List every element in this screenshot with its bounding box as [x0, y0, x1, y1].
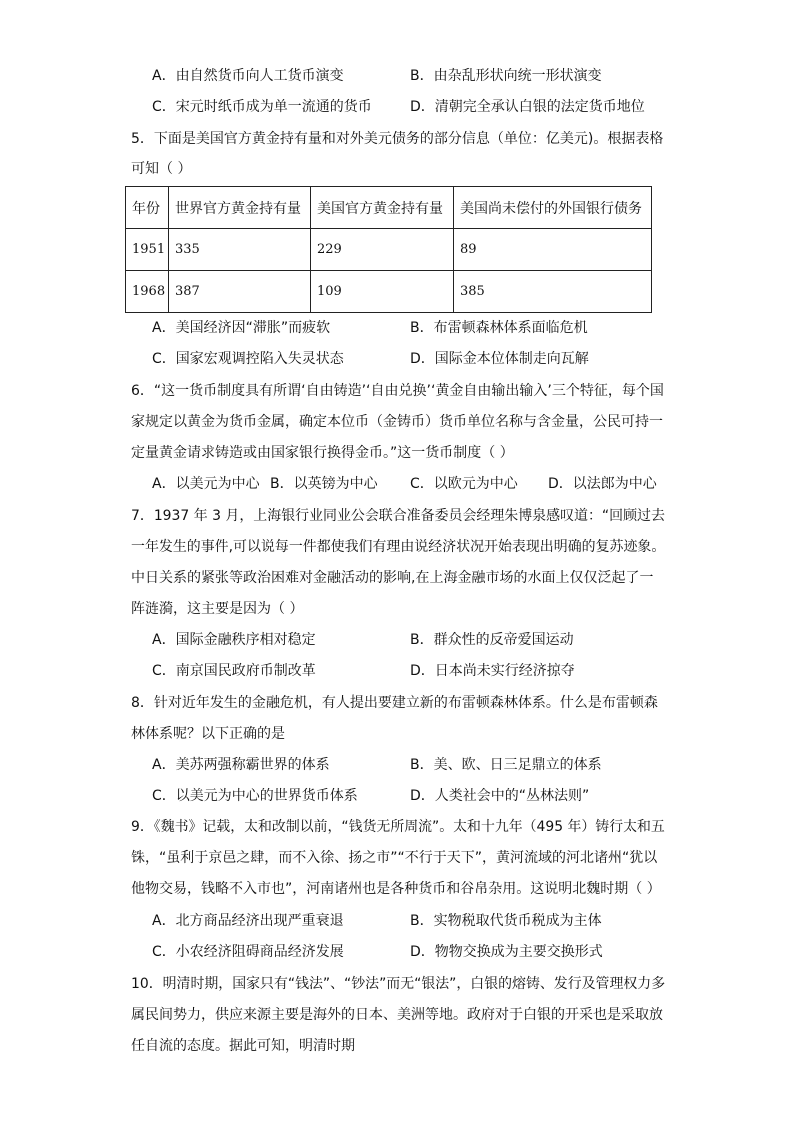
table-cell: 385: [454, 271, 652, 313]
q5-stem-line1: 5．下面是美国官方黄金持有量和对外美元债务的部分信息（单位：亿美元)。根据表格: [131, 131, 664, 147]
table-header-row: [126, 187, 652, 229]
table-header-cell: 年份: [126, 187, 169, 229]
q6-stem-line3: 定量黄金请求铸造或由国家银行换得金币。”这一货币制度（ ）: [131, 445, 514, 461]
q9-stem-line1: 9．《魏书》记载，太和改制以前，“钱货无所周流”。太和十九年（495 年）铸行太和五: [131, 819, 665, 835]
q6-option-b: B．以英镑为中心: [270, 476, 378, 492]
q4-option-a: A．由自然货币向人工货币演变: [152, 68, 344, 84]
q8-option-b: B．美、欧、日三足鼎立的体系: [410, 757, 602, 773]
q9-option-a: A．北方商品经济出现严重衰退: [152, 913, 344, 929]
q8-option-a: A．美苏两强称霸世界的体系: [152, 757, 330, 773]
q10-stem-line3: 任自流的态度。据此可知，明清时期: [131, 1038, 355, 1054]
q9-stem-line3: 他物交易，钱略不入市也”，河南诸州也是各种货币和谷帛杂用。这说明北魏时期（ ）: [131, 881, 661, 897]
table-header-cell: 世界官方黄金持有量: [169, 187, 311, 229]
q5-option-a: A．美国经济因“滞胀”而疲软: [152, 320, 331, 336]
q5-option-c: C．国家宏观调控陷入失灵状态: [152, 351, 344, 367]
table-cell: 229: [311, 229, 454, 271]
table-header-cell: 美国尚未偿付的外国银行债务: [454, 187, 652, 229]
q8-option-c: C．以美元为中心的世界货币体系: [152, 788, 358, 804]
q7-option-b: B．群众性的反帝爱国运动: [410, 632, 574, 648]
table-cell: 387: [169, 271, 311, 313]
q8-option-d: D．人类社会中的“丛林法则”: [410, 788, 590, 804]
q7-stem-line4: 阵涟漪，这主要是因为（ ）: [131, 601, 304, 617]
q10-stem-line1: 10．明清时期，国家只有“钱法”、“钞法”而无“银法”，白银的熔铸、发行及管理权力多: [131, 976, 666, 992]
q7-option-d: D．日本尚未实行经济掠夺: [410, 663, 575, 679]
table-cell: 1968: [126, 271, 169, 313]
q5-option-b: B．布雷顿森林体系面临危机: [410, 320, 588, 336]
q9-option-b: B．实物税取代货币税成为主体: [410, 913, 602, 929]
q10-stem-line2: 属民间势力，供应来源主要是海外的日本、美洲等地。政府对于白银的开采也是采取放: [131, 1007, 663, 1023]
q7-stem-line1: 7．1937 年 3 月，上海银行业同业公会联合准备委员会经理朱博泉感叹道：“回顾过去: [131, 508, 665, 524]
q9-option-c: C．小农经济阻碍商品经济发展: [152, 944, 344, 960]
q7-option-a: A．国际金融秩序相对稳定: [152, 632, 316, 648]
q8-stem-line1: 8．针对近年发生的金融危机，有人提出要建立新的布雷顿森林体系。什么是布雷顿森: [131, 695, 658, 711]
q6-option-d: D．以法郎为中心: [548, 476, 657, 492]
q5-stem-line2: 可知（ ）: [131, 161, 192, 177]
table-row: [126, 271, 652, 313]
q9-option-d: D．物物交换成为主要交换形式: [410, 944, 603, 960]
q6-stem-line2: 家规定以黄金为货币金属，确定本位币（金铸币）货币单位名称与含金量，公民可持一: [131, 414, 663, 430]
q7-stem-line3: 中日关系的紧张等政治困难对金融活动的影响,在上海金融市场的水面上仅仅泛起了一: [131, 570, 654, 586]
q6-stem-line1: 6．“这一货币制度具有所谓‘自由铸造’‘自由兑换’‘黄金自由输出输入’三个特征，每个国: [131, 383, 664, 399]
q8-stem-line2: 林体系呢？以下正确的是: [131, 726, 285, 742]
q9-stem-line2: 铢，“虽利于京邑之肆，而不入徐、扬之市”“不行于天下”，黄河流域的河北诸州“犹以: [131, 850, 658, 866]
table-cell: 89: [454, 229, 652, 271]
q7-stem-line2: 一年发生的事件,可以说每一件都使我们有理由说经济状况开始表现出明确的复苏迹象。: [131, 539, 666, 555]
table-cell: 1951: [126, 229, 169, 271]
table-row: [126, 229, 652, 271]
table-cell: 109: [311, 271, 454, 313]
q4-option-c: C．宋元时纸币成为单一流通的货币: [152, 99, 372, 115]
q5-option-d: D．国际金本位体制走向瓦解: [410, 351, 589, 367]
table-cell: 335: [169, 229, 311, 271]
q4-option-d: D．清朝完全承认白银的法定货币地位: [410, 99, 645, 115]
q7-option-c: C．南京国民政府币制改革: [152, 663, 316, 679]
q5-data-table: [125, 186, 652, 313]
q6-option-c: C．以欧元为中心: [410, 476, 518, 492]
table-header-cell: 美国官方黄金持有量: [311, 187, 454, 229]
q6-option-a: A．以美元为中心: [152, 476, 260, 492]
q4-option-b: B．由杂乱形状向统一形状演变: [410, 68, 602, 84]
